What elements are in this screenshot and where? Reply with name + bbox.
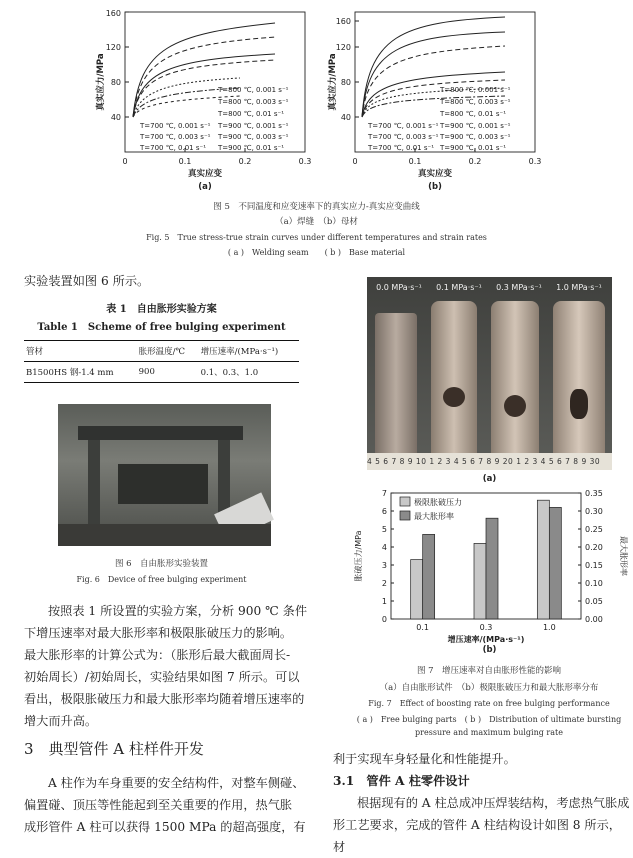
ytick-label: 1 bbox=[381, 597, 387, 606]
fig5b-xtick-01: 0.1 bbox=[408, 157, 422, 166]
fig5-sub-cn: （a）焊缝 （b）母材 bbox=[275, 217, 358, 227]
fig5b-legend-item: T=900 ℃, 0.001 s⁻¹ bbox=[440, 122, 511, 130]
y2tick-label: 0.25 bbox=[585, 525, 603, 534]
para2-line: 成形管件 A 柱可以获得 1500 MPa 的超高强度，有 bbox=[24, 820, 306, 834]
fig5a-y-ticks bbox=[106, 9, 129, 122]
fig5b-legend-item: T=800 ℃, 0.003 s⁻¹ bbox=[440, 98, 511, 106]
fig7a-tag: (a) bbox=[482, 474, 497, 484]
ruler: 4 5 6 7 8 9 10 1 2 3 4 5 6 7 8 9 20 1 2 3 4 5 6 7 8 9 30 bbox=[367, 453, 612, 470]
para2-line: A 柱作为车身重要的安全结构件，对整车侧碰、 bbox=[48, 776, 305, 790]
fig5a-ylabel: 真实应力/MPa bbox=[96, 53, 106, 111]
fig5b-legend-item: T=800 ℃, 0.001 s⁻¹ bbox=[440, 86, 511, 94]
y2tick-label: 0.05 bbox=[585, 597, 603, 606]
table1-title-en: Table 1 Scheme of free bulging experiment bbox=[37, 322, 286, 333]
ytick-label: 6 bbox=[381, 507, 387, 516]
fig5b-xtick-0: 0 bbox=[352, 157, 358, 166]
fig6-photo bbox=[58, 404, 271, 546]
fig5a-legend-item: T=800 ℃, 0.003 s⁻¹ bbox=[218, 98, 289, 106]
table-row bbox=[24, 362, 299, 383]
table-cell: 0.1、0.3、1.0 bbox=[199, 362, 299, 383]
ytick-label: 5 bbox=[381, 525, 387, 534]
bar-bulging-rate bbox=[486, 518, 498, 619]
fig5-charts bbox=[0, 0, 633, 200]
fig5b-legend-item: T=700 ℃, 0.001 s⁻¹ bbox=[368, 122, 439, 130]
y2tick-label: 0.20 bbox=[585, 543, 603, 552]
fig5a-xtick-01: 0.1 bbox=[178, 157, 192, 166]
fig5b-ytick-40: 40 bbox=[340, 113, 351, 122]
table1 bbox=[24, 340, 299, 383]
legend-swatch-pressure bbox=[400, 497, 410, 506]
fig5b-xtick-03: 0.3 bbox=[528, 157, 542, 166]
table-cell: B1500HS 钢-1.4 mm bbox=[24, 362, 137, 383]
fig5b-legend-item: T=800 ℃, 0.01 s⁻¹ bbox=[440, 110, 506, 118]
fig7b-yticks-left bbox=[382, 489, 394, 624]
bar-pressure bbox=[411, 560, 423, 619]
bar-pressure bbox=[474, 543, 486, 619]
fig5a-legend-item: T=800 ℃, 0.001 s⁻¹ bbox=[218, 86, 289, 94]
fig5a-ytick-120: 120 bbox=[105, 43, 121, 52]
fig5a-legend bbox=[139, 86, 289, 152]
fig6-caption-cn: 图 6 自由胀形实验装置 bbox=[114, 559, 209, 569]
tube-specimen-1 bbox=[375, 313, 417, 453]
fig5a-ytick-40: 40 bbox=[110, 113, 121, 122]
fig7b-yticks-right bbox=[578, 489, 603, 624]
xtick-label: 0.1 bbox=[416, 623, 430, 632]
fig5a-legend-item: T=900 ℃, 0.01 s⁻¹ bbox=[218, 144, 284, 152]
fig5b-tag: (b) bbox=[428, 182, 442, 192]
fig5b-ytick-120: 120 bbox=[335, 43, 351, 52]
fig7b-legend bbox=[400, 497, 462, 521]
burst-crack-2 bbox=[443, 387, 465, 407]
fig5a-legend-item: T=700 ℃, 0.003 s⁻¹ bbox=[140, 133, 211, 141]
para-line: 最大胀形率的计算公式为：（胀形后最大截面周长- bbox=[24, 648, 291, 662]
fig5a-legend-item: T=900 ℃, 0.003 s⁻¹ bbox=[218, 133, 289, 141]
photo-label: 0.0 MPa·s⁻¹ bbox=[376, 283, 422, 292]
fig5b-plot-frame bbox=[355, 12, 535, 152]
fig5a-ytick-160: 160 bbox=[105, 9, 121, 18]
fig5-caption-cn: 图 5 不同温度和应变速率下的真实应力-真实应变曲线 bbox=[213, 202, 420, 212]
tube-specimen-3 bbox=[491, 301, 539, 453]
fig7-sub-en2: pressure and maximum bulging rate bbox=[415, 728, 563, 737]
fig7b-chart bbox=[345, 485, 633, 650]
legend-label-pressure: 极限胀破压力 bbox=[414, 498, 462, 507]
legend-swatch-rate bbox=[400, 511, 410, 520]
burst-crack-3 bbox=[504, 395, 526, 417]
fig5a-legend-item: T=900 ℃, 0.001 s⁻¹ bbox=[218, 122, 289, 130]
y2tick-label: 0.00 bbox=[585, 615, 603, 624]
legend-label-rate: 最大胀形率 bbox=[414, 512, 454, 521]
fig5a-legend-item: T=700 ℃, 0.01 s⁻¹ bbox=[140, 144, 206, 152]
table1-title-cn: 表 1 自由胀形实验方案 bbox=[106, 304, 217, 315]
fig7b-tag: (b) bbox=[482, 645, 497, 655]
fig7b-xlabel: 增压速率/(MPa·s⁻¹) bbox=[447, 635, 525, 644]
fig5b-chart bbox=[327, 12, 541, 192]
intro-line: 实验装置如图 6 所示。 bbox=[24, 274, 150, 288]
fig5b-legend bbox=[367, 86, 511, 152]
fig5b-xlabel: 真实应变 bbox=[417, 169, 453, 179]
fig7-caption-cn: 图 7 增压速率对自由胀形性能的影响 bbox=[416, 666, 562, 676]
subsection-heading: 3.1 管件 A 柱零件设计 bbox=[333, 774, 470, 788]
y2tick-label: 0.15 bbox=[585, 561, 603, 570]
bar-bulging-rate bbox=[549, 507, 561, 619]
fig5b-ylabel: 真实应力/MPa bbox=[328, 53, 338, 111]
y2tick-label: 0.30 bbox=[585, 507, 603, 516]
y2tick-label: 0.10 bbox=[585, 579, 603, 588]
para-line: 按照表 1 所设置的实验方案，分析 900 ℃ 条件 bbox=[48, 604, 308, 618]
table-header-cell: 增压速率/(MPa·s⁻¹) bbox=[199, 341, 299, 362]
fig7a-photo bbox=[367, 277, 612, 470]
fig5a-tag: (a) bbox=[198, 182, 212, 192]
right-body-line: 形工艺要求，完成的管件 A 柱结构设计如图 8 所示，材 bbox=[333, 818, 621, 854]
photo-label: 1.0 MPa·s⁻¹ bbox=[556, 283, 602, 292]
tube-specimen-4 bbox=[553, 301, 605, 453]
fig5a-xlabel: 真实应变 bbox=[187, 169, 223, 179]
fig7-caption-en: Fig. 7 Effect of boosting rate on free bulging performance bbox=[368, 699, 610, 708]
table-cell: 900 bbox=[137, 362, 199, 383]
fig5a-legend-item: T=700 ℃, 0.001 s⁻¹ bbox=[140, 122, 211, 130]
fig7b-xticks bbox=[416, 623, 555, 632]
fig5b-curve-700-001 bbox=[362, 46, 505, 117]
fig7b-y2label: 最大胀形率 bbox=[619, 536, 628, 576]
para-line: 增大而升高。 bbox=[24, 714, 98, 728]
fig5b-xtick-02: 0.2 bbox=[468, 157, 482, 166]
press-upper-beam bbox=[78, 426, 243, 440]
y2tick-label: 0.35 bbox=[585, 489, 603, 498]
fig5b-ytick-160: 160 bbox=[335, 17, 351, 26]
fig7-sub-en1: ( a ) Free bulging parts ( b ) Distribution of ultimate bursting bbox=[356, 715, 622, 724]
ytick-label: 0 bbox=[381, 615, 387, 624]
right-body-line: 利于实现车身轻量化和性能提升。 bbox=[333, 752, 516, 766]
fig5b-legend-item: T=900 ℃, 0.003 s⁻¹ bbox=[440, 133, 511, 141]
fig5b-legend-item: T=700 ℃, 0.01 s⁻¹ bbox=[368, 144, 434, 152]
xtick-label: 0.3 bbox=[479, 623, 493, 632]
tube-specimen-2 bbox=[431, 301, 477, 453]
fig5-sub-en: ( a ) Welding seam ( b ) Base material bbox=[227, 248, 406, 257]
press-base bbox=[58, 524, 271, 546]
photo-label: 0.1 MPa·s⁻¹ bbox=[436, 283, 482, 292]
table-header-row bbox=[24, 341, 299, 362]
para-line: 初始周长）/初始周长，实验结果如图 7 所示。可以 bbox=[24, 670, 300, 684]
fig5a-xtick-02: 0.2 bbox=[238, 157, 252, 166]
fig5-caption-en: Fig. 5 True stress-true strain curves under different temperatures and strain rates bbox=[146, 233, 487, 242]
fig5a-legend-item: T=800 ℃, 0.01 s⁻¹ bbox=[218, 110, 284, 118]
ytick-label: 7 bbox=[381, 489, 387, 498]
fig5a-chart bbox=[95, 9, 311, 192]
fig5a-xtick-0: 0 bbox=[122, 157, 128, 166]
ytick-label: 4 bbox=[381, 543, 387, 552]
fig5b-y-ticks bbox=[336, 17, 359, 122]
fig5a-xtick-03: 0.3 bbox=[298, 157, 312, 166]
section-heading: 3 典型管件 A 柱样件开发 bbox=[24, 740, 204, 758]
press-die bbox=[118, 464, 208, 504]
fig5a-ytick-80: 80 bbox=[110, 78, 121, 87]
bar-bulging-rate bbox=[423, 534, 435, 619]
table-header-cell: 管材 bbox=[24, 341, 137, 362]
ytick-label: 2 bbox=[381, 579, 387, 588]
table-header-cell: 胀形温度/℃ bbox=[137, 341, 199, 362]
fig7-sub-cn: （a）自由胀形试件 （b）极限胀破压力和最大胀形率分布 bbox=[379, 683, 599, 693]
bar-pressure bbox=[537, 500, 549, 619]
fig6-caption-en: Fig. 6 Device of free bulging experiment bbox=[76, 575, 247, 584]
ytick-label: 3 bbox=[381, 561, 387, 570]
fig5b-legend-item: T=700 ℃, 0.003 s⁻¹ bbox=[368, 133, 439, 141]
xtick-label: 1.0 bbox=[542, 623, 556, 632]
para2-line: 偏置碰、顶压等性能起到至关重要的作用，热气胀 bbox=[24, 798, 293, 812]
fig5b-legend-item: T=900 ℃, 0.01 s⁻¹ bbox=[440, 144, 506, 152]
photo-label: 0.3 MPa·s⁻¹ bbox=[496, 283, 542, 292]
burst-crack-4 bbox=[570, 389, 588, 419]
para-line: 下增压速率对最大胀形率和极限胀破压力的影响。 bbox=[24, 626, 293, 640]
para-line: 看出，极限胀破压力和最大胀形率均随着增压速率的 bbox=[24, 692, 305, 706]
fig7b-ylabel: 胀破压力/MPa bbox=[354, 530, 363, 582]
fig5b-ytick-80: 80 bbox=[340, 78, 351, 87]
right-body-line: 根据现有的 A 柱总成冲压焊装结构，考虑热气胀成 bbox=[357, 796, 630, 810]
